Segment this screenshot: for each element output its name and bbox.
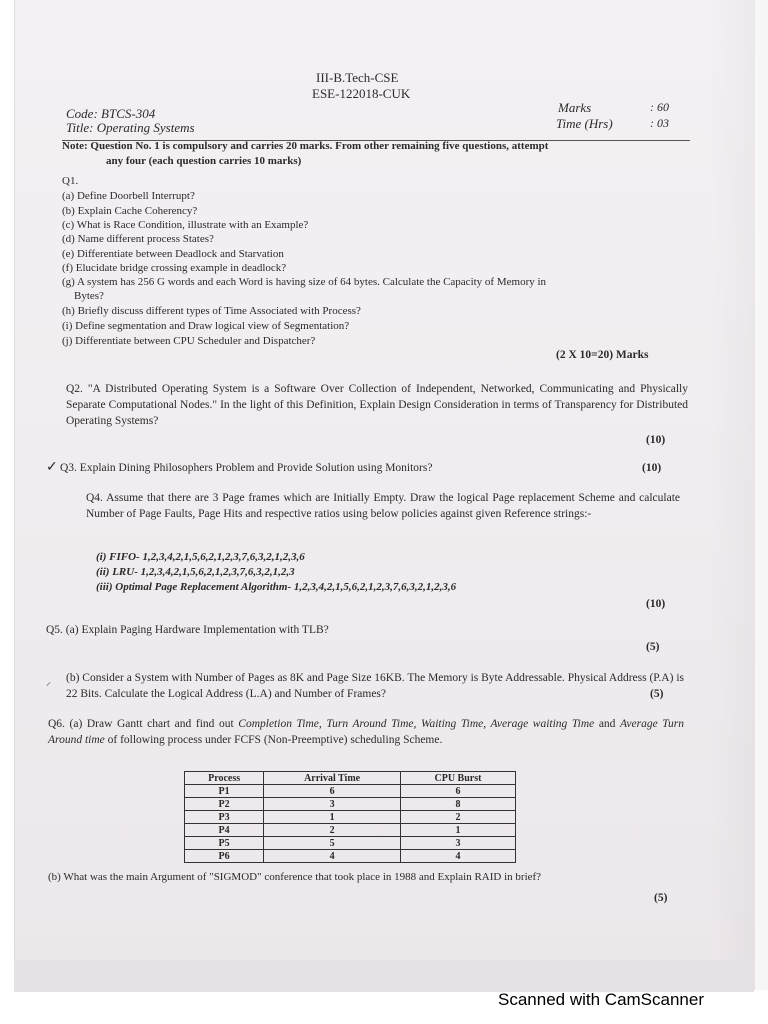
tick-mark: ✓ <box>46 460 58 475</box>
table-row <box>185 785 516 798</box>
marks-value: : 60 <box>650 100 669 114</box>
q6b-text: (b) What was the main Argument of "SIGMOD" conference that took place in 1988 and Explain RAID in brief? <box>48 871 542 883</box>
cell-burst: 8 <box>400 798 515 811</box>
q1-item-g: (g) A system has 256 G words and each Word is having size of 64 bytes. Calculate the Capacity of Memory in <box>62 276 547 288</box>
paper-bottom-edge <box>14 960 754 992</box>
cell-process: P3 <box>185 811 264 824</box>
cell-arrival: 2 <box>264 824 401 837</box>
cell-burst: 2 <box>400 811 515 824</box>
q1-label: Q1. <box>62 175 79 187</box>
q5b-text: (b) Consider a System with Number of Pages as 8K and Page Size 16KB. The Memory is Byte Addressable. Physical Address (P.A) is 22 Bits. Calculate the Logical Address (L.A) and Number of Frames? <box>66 672 684 700</box>
table-row <box>185 837 516 850</box>
marks-label: Marks <box>558 100 592 115</box>
q4-text: Q4. Assume that there are 3 Page frames which are Initially Empty. Draw the logical Page replacement Scheme and calculate Number of Page Faults, Page Hits and respective ratios using below policies against given Reference strings:- <box>86 492 680 520</box>
cell-process: P6 <box>185 850 264 863</box>
time-label: Time (Hrs) <box>556 116 613 131</box>
q1-item-d: (d) Name different process States? <box>62 233 214 245</box>
course-heading: III-B.Tech-CSE <box>316 70 399 85</box>
col-header-arrival: Arrival Time <box>264 772 401 785</box>
table-row <box>185 850 516 863</box>
cell-burst: 1 <box>400 824 515 837</box>
col-header-process: Process <box>185 772 264 785</box>
q1-item-h: (h) Briefly discuss different types of Time Associated with Process? <box>62 305 361 317</box>
q6a-italic-metrics: Completion Time, Turn Around Time, Waiting Time, Average waiting Time <box>238 718 595 730</box>
q6a-suffix: of following process under FCFS (Non-Preemptive) scheduling Scheme. <box>107 734 443 746</box>
q1-item-e: (e) Differentiate between Deadlock and Starvation <box>62 248 284 260</box>
cell-arrival: 6 <box>264 785 401 798</box>
cell-process: P4 <box>185 824 264 837</box>
q2-text: Q2. "A Distributed Operating System is a Software Over Collection of Independent, Networked, Communicating and Physically Separate Computational Nodes." In the light of this Definition, Explain Design Consideration in terms of Transparency for Distributed Operating Systems? <box>66 383 688 427</box>
cell-arrival: 3 <box>264 798 401 811</box>
cell-process: P5 <box>185 837 264 850</box>
q6a-italic-avg: Average Turn Around time <box>48 718 685 746</box>
col-header-burst: CPU Burst <box>400 772 515 785</box>
process-table <box>184 771 516 863</box>
q5b-marks: (5) <box>650 688 664 700</box>
q2-marks: (10) <box>646 434 666 446</box>
q6a-text <box>48 716 684 748</box>
q4-lru: (ii) LRU- 1,2,3,4,2,1,5,6,2,1,2,3,7,6,3,2,1,2,3 <box>96 566 295 578</box>
q1-item-j: (j) Differentiate between CPU Scheduler and Dispatcher? <box>62 335 316 347</box>
page-shadow <box>708 0 768 990</box>
q5a-marks: (5) <box>646 641 660 653</box>
q4-optimal: (iii) Optimal Page Replacement Algorithm- 1,2,3,4,2,1,5,6,2,1,2,3,7,6,3,2,1,2,3,6 <box>96 581 457 593</box>
cell-arrival: 1 <box>264 811 401 824</box>
exam-heading: ESE-122018-CUK <box>312 86 411 101</box>
cell-arrival: 4 <box>264 850 401 863</box>
table-header-row <box>185 772 516 785</box>
q1-marks: (2 X 10=20) Marks <box>556 349 649 361</box>
q6a-and: and <box>598 718 616 730</box>
cell-burst: 3 <box>400 837 515 850</box>
note-line-1: Note: Question No. 1 is compulsory and carries 20 marks. From other remaining five questions, attempt <box>62 140 549 152</box>
q1-item-c: (c) What is Race Condition, illustrate with an Example? <box>62 219 309 231</box>
q3-text: Q3. Explain Dining Philosophers Problem and Provide Solution using Monitors? <box>60 462 433 474</box>
cell-burst: 6 <box>400 785 515 798</box>
course-code: Code: BTCS-304 <box>66 106 156 121</box>
q4-marks: (10) <box>646 598 666 610</box>
cell-burst: 4 <box>400 850 515 863</box>
q1-item-i: (i) Define segmentation and Draw logical view of Segmentation? <box>62 320 350 332</box>
q6b-marks: (5) <box>654 892 668 904</box>
q1-item-f: (f) Elucidate bridge crossing example in deadlock? <box>62 262 287 274</box>
table-row <box>185 824 516 837</box>
table-row <box>185 798 516 811</box>
time-value: : 03 <box>650 116 669 130</box>
note-line-2: any four (each question carries 10 marks) <box>106 155 302 167</box>
cell-process: P1 <box>185 785 264 798</box>
table-row <box>185 811 516 824</box>
q5a-text: Q5. (a) Explain Paging Hardware Implementation with TLB? <box>46 624 329 636</box>
q1-item-a: (a) Define Doorbell Interrupt? <box>62 190 195 202</box>
q6a-prefix: Q6. (a) Draw Gantt chart and find out <box>48 718 234 730</box>
tick-mark-small: ⸝ <box>46 677 51 688</box>
q4-fifo: (i) FIFO- 1,2,3,4,2,1,5,6,2,1,2,3,7,6,3,2,1,2,3,6 <box>96 551 305 563</box>
cell-arrival: 5 <box>264 837 401 850</box>
course-title: Title: Operating Systems <box>66 120 195 135</box>
cell-process: P2 <box>185 798 264 811</box>
camscanner-watermark: Scanned with CamScanner <box>498 990 705 1009</box>
q1-item-g-cont: Bytes? <box>74 290 104 302</box>
q1-item-b: (b) Explain Cache Coherency? <box>62 205 198 217</box>
q3-marks: (10) <box>642 462 662 474</box>
